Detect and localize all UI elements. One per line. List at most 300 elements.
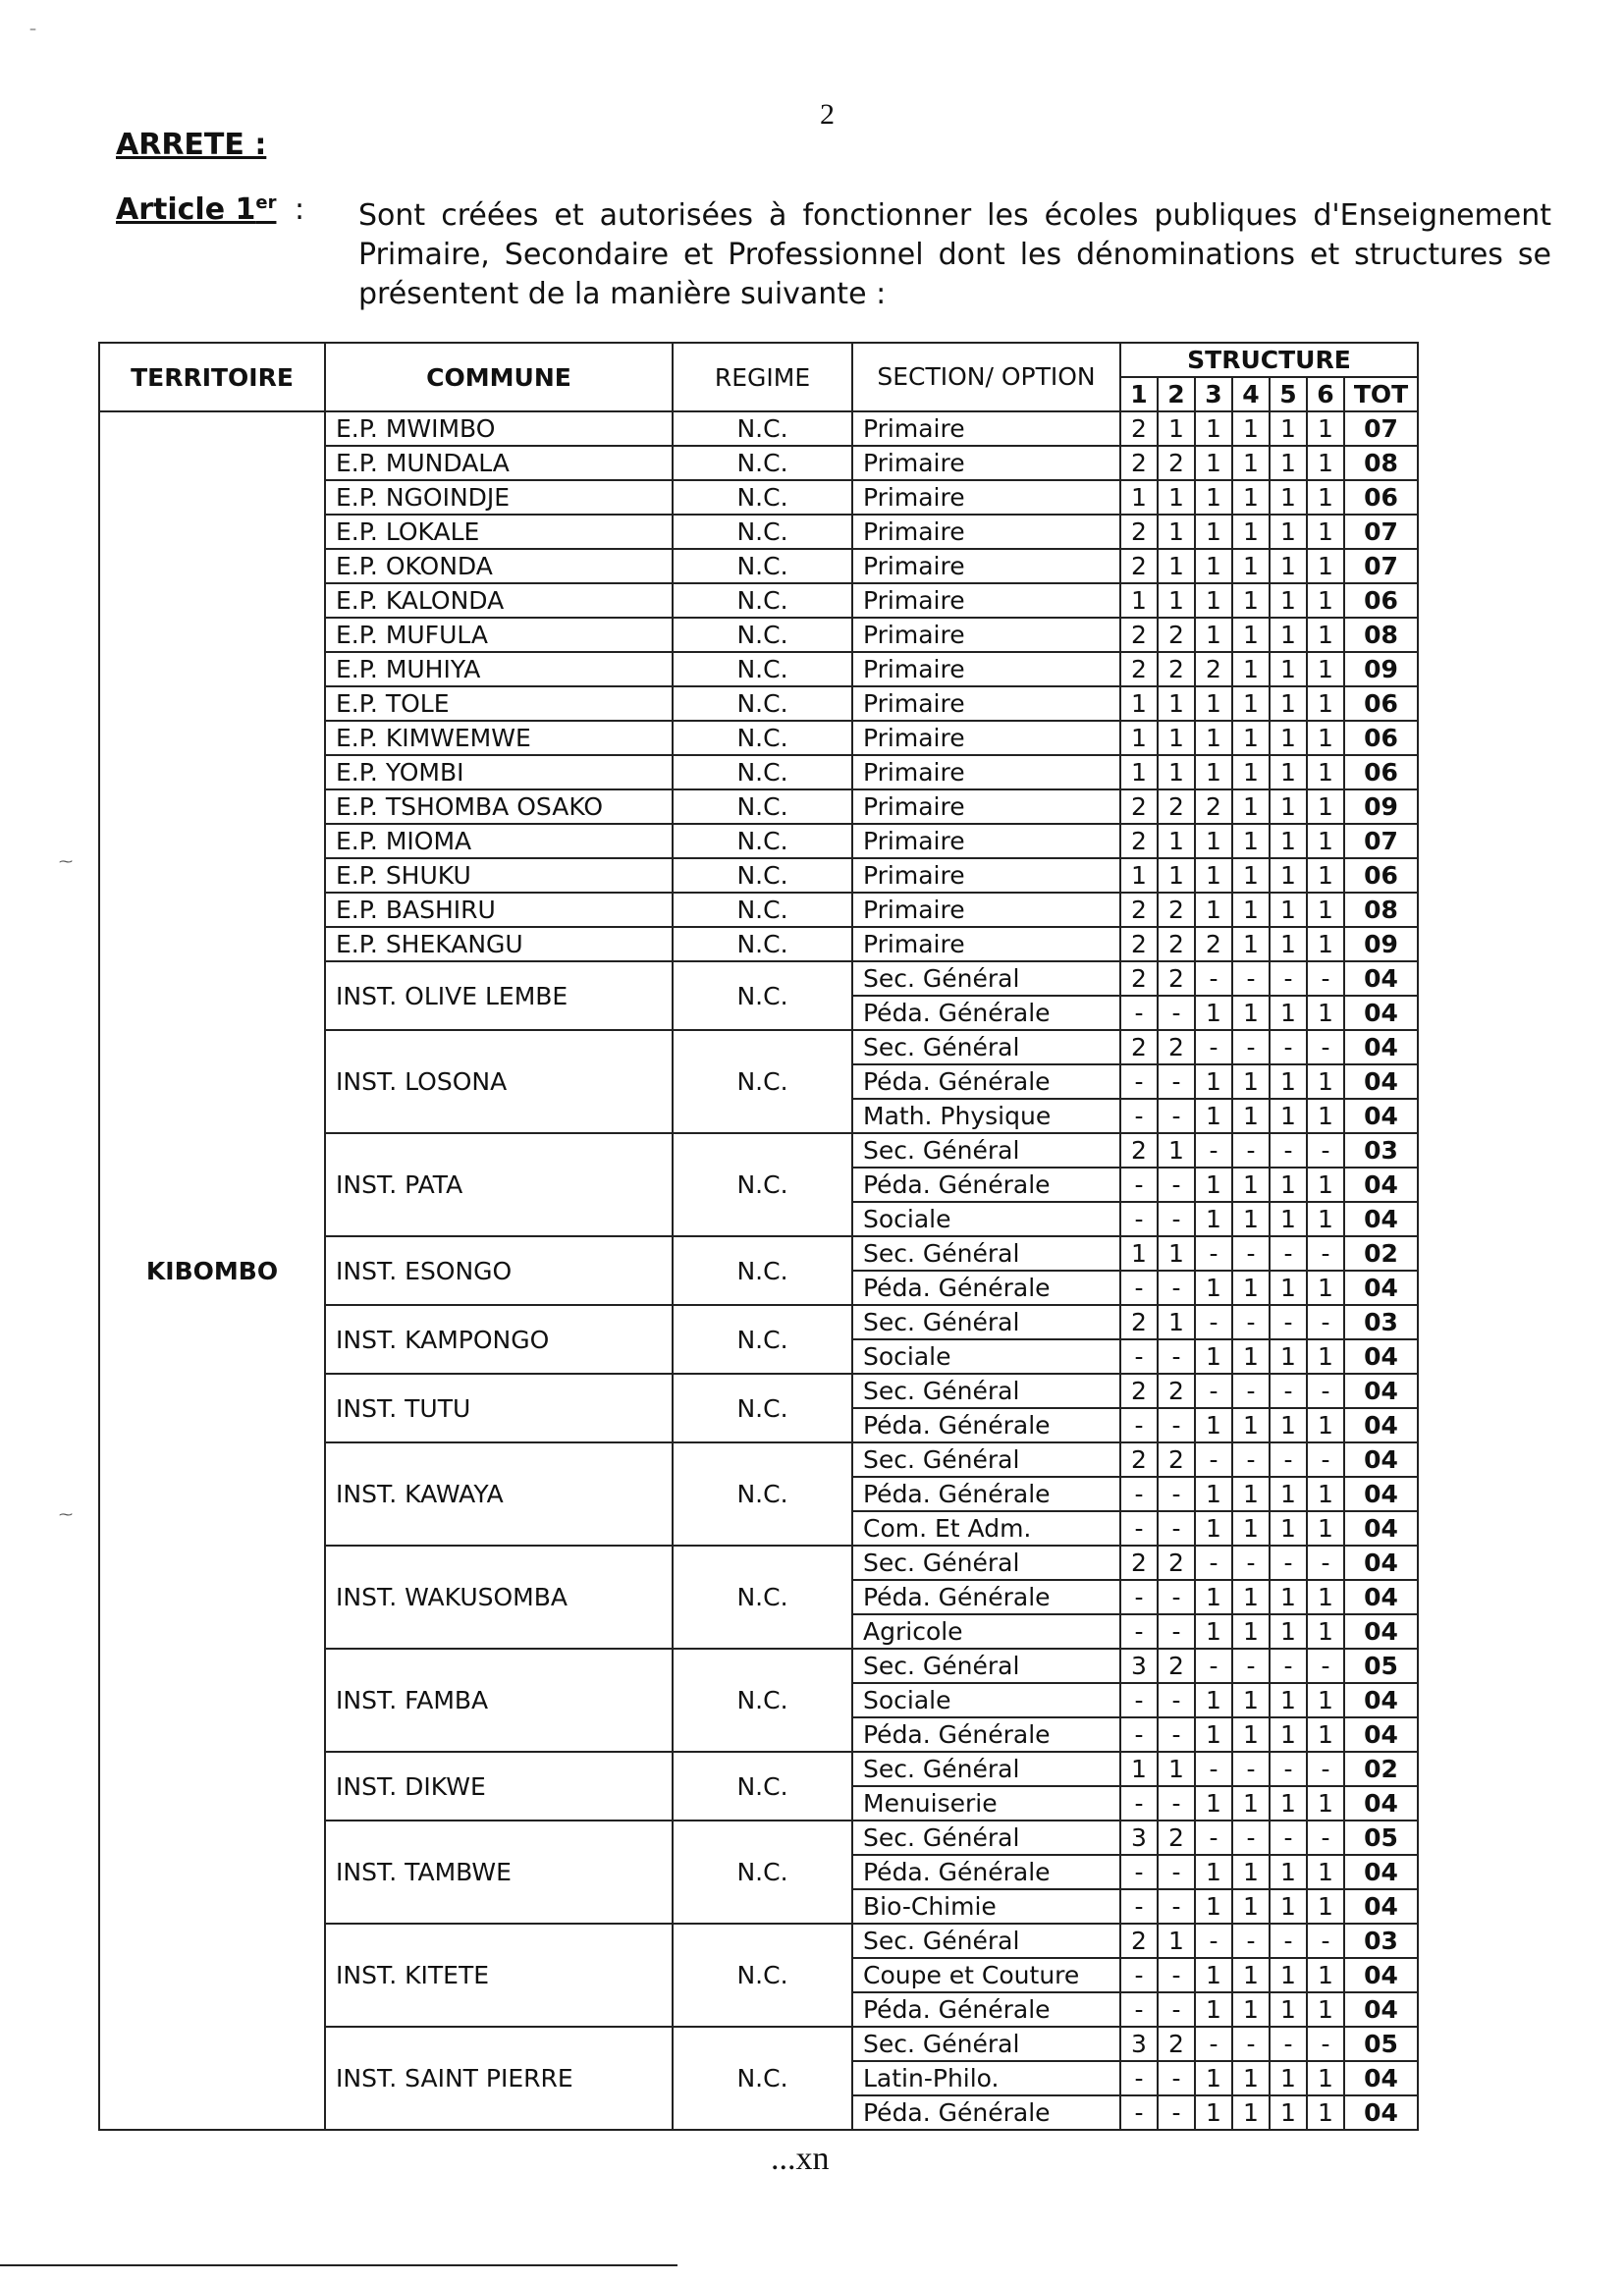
structure-value: 1: [1307, 824, 1344, 858]
header-structure-col: 2: [1158, 377, 1195, 411]
structure-total: 06: [1344, 858, 1418, 893]
structure-value: 1: [1232, 893, 1270, 927]
structure-value: 1: [1232, 652, 1270, 686]
section-option: Sociale: [852, 1339, 1120, 1374]
school-regime: N.C.: [673, 1924, 852, 2027]
school-name: E.P. MUNDALA: [325, 446, 673, 480]
structure-total: 08: [1344, 893, 1418, 927]
structure-value: 1: [1158, 1236, 1195, 1271]
structure-value: 1: [1270, 1855, 1307, 1889]
structure-value: 1: [1232, 583, 1270, 618]
school-regime: N.C.: [673, 1305, 852, 1374]
structure-value: 1: [1270, 996, 1307, 1030]
structure-value: 1: [1307, 618, 1344, 652]
section-option: Péda. Générale: [852, 1717, 1120, 1752]
structure-value: -: [1232, 1924, 1270, 1958]
structure-value: 1: [1307, 411, 1344, 446]
school-regime: N.C.: [673, 1030, 852, 1133]
structure-value: 1: [1158, 549, 1195, 583]
school-name: E.P. TOLE: [325, 686, 673, 721]
structure-value: 1: [1232, 411, 1270, 446]
structure-value: 1: [1158, 1924, 1195, 1958]
structure-value: -: [1158, 1408, 1195, 1442]
structure-value: -: [1120, 1339, 1158, 1374]
structure-value: 1: [1120, 1752, 1158, 1786]
structure-value: -: [1270, 1442, 1307, 1477]
section-option: Primaire: [852, 789, 1120, 824]
structure-value: 1: [1232, 1408, 1270, 1442]
school-name: INST. WAKUSOMBA: [325, 1546, 673, 1649]
structure-value: 1: [1195, 515, 1232, 549]
scan-artifact: ⁓: [59, 1507, 73, 1523]
structure-value: -: [1195, 1649, 1232, 1683]
structure-value: -: [1307, 961, 1344, 996]
structure-value: 1: [1270, 1408, 1307, 1442]
structure-value: -: [1158, 1614, 1195, 1649]
structure-value: -: [1307, 1030, 1344, 1064]
structure-value: 1: [1307, 858, 1344, 893]
structure-value: 2: [1158, 961, 1195, 996]
structure-value: 1: [1232, 2061, 1270, 2095]
structure-value: 1: [1232, 1580, 1270, 1614]
structure-value: -: [1120, 1786, 1158, 1821]
structure-value: 2: [1120, 1305, 1158, 1339]
section-option: Primaire: [852, 583, 1120, 618]
section-option: Péda. Générale: [852, 1064, 1120, 1099]
structure-value: 1: [1270, 1202, 1307, 1236]
header-structure-col: 6: [1307, 377, 1344, 411]
structure-value: -: [1195, 1821, 1232, 1855]
structure-value: 1: [1307, 2061, 1344, 2095]
structure-value: 1: [1195, 1271, 1232, 1305]
structure-total: 06: [1344, 755, 1418, 789]
structure-value: -: [1158, 1099, 1195, 1133]
section-option: Menuiserie: [852, 1786, 1120, 1821]
section-option: Péda. Générale: [852, 1408, 1120, 1442]
structure-total: 05: [1344, 1821, 1418, 1855]
header-structure: STRUCTURE: [1120, 343, 1418, 377]
section-option: Primaire: [852, 893, 1120, 927]
section-option: Primaire: [852, 549, 1120, 583]
structure-value: 1: [1270, 1339, 1307, 1374]
structure-value: 1: [1270, 1099, 1307, 1133]
school-regime: N.C.: [673, 1236, 852, 1305]
page-number: 2: [820, 98, 835, 131]
structure-value: -: [1232, 1133, 1270, 1168]
structure-value: -: [1270, 1374, 1307, 1408]
structure-value: 1: [1307, 893, 1344, 927]
structure-value: 1: [1195, 1992, 1232, 2027]
structure-value: 1: [1270, 583, 1307, 618]
structure-value: 1: [1307, 515, 1344, 549]
structure-value: -: [1270, 1133, 1307, 1168]
structure-value: -: [1158, 1683, 1195, 1717]
structure-value: -: [1120, 1958, 1158, 1992]
structure-total: 04: [1344, 2095, 1418, 2130]
structure-value: 1: [1158, 583, 1195, 618]
structure-value: 2: [1120, 411, 1158, 446]
structure-value: 1: [1307, 1889, 1344, 1924]
structure-value: -: [1158, 1271, 1195, 1305]
structure-value: 1: [1195, 755, 1232, 789]
structure-value: 1: [1232, 789, 1270, 824]
section-option: Péda. Générale: [852, 1580, 1120, 1614]
structure-value: -: [1270, 1752, 1307, 1786]
section-option: Primaire: [852, 480, 1120, 515]
school-name: INST. OLIVE LEMBE: [325, 961, 673, 1030]
school-regime: N.C.: [673, 721, 852, 755]
structure-value: 1: [1232, 1855, 1270, 1889]
structure-value: 1: [1120, 858, 1158, 893]
structure-value: 1: [1307, 1958, 1344, 1992]
structure-value: 1: [1195, 1717, 1232, 1752]
structure-value: 1: [1195, 1477, 1232, 1511]
header-territoire: TERRITOIRE: [99, 343, 325, 411]
section-option: Péda. Générale: [852, 1168, 1120, 1202]
structure-total: 08: [1344, 446, 1418, 480]
structure-value: -: [1232, 2027, 1270, 2061]
structure-value: 1: [1307, 1339, 1344, 1374]
header-regime: REGIME: [673, 343, 852, 411]
structure-total: 08: [1344, 618, 1418, 652]
school-regime: N.C.: [673, 1752, 852, 1821]
structure-value: -: [1232, 1546, 1270, 1580]
structure-value: 1: [1195, 858, 1232, 893]
structure-total: 04: [1344, 1030, 1418, 1064]
structure-value: 1: [1232, 1786, 1270, 1821]
structure-value: 1: [1232, 824, 1270, 858]
section-option: Sec. Général: [852, 961, 1120, 996]
structure-value: 1: [1270, 1271, 1307, 1305]
structure-value: -: [1270, 1236, 1307, 1271]
section-option: Péda. Générale: [852, 1992, 1120, 2027]
structure-value: -: [1195, 961, 1232, 996]
structure-value: -: [1195, 1133, 1232, 1168]
structure-value: 1: [1120, 686, 1158, 721]
school-regime: N.C.: [673, 549, 852, 583]
section-option: Primaire: [852, 618, 1120, 652]
structure-value: 1: [1270, 858, 1307, 893]
structure-value: -: [1120, 1168, 1158, 1202]
section-option: Péda. Générale: [852, 996, 1120, 1030]
structure-value: 2: [1158, 1546, 1195, 1580]
structure-total: 04: [1344, 1271, 1418, 1305]
structure-value: 1: [1270, 1477, 1307, 1511]
structure-value: -: [1195, 1924, 1232, 1958]
structure-value: 2: [1158, 927, 1195, 961]
structure-value: -: [1158, 996, 1195, 1030]
structure-value: -: [1232, 1030, 1270, 1064]
structure-value: 1: [1270, 411, 1307, 446]
structure-value: -: [1232, 1442, 1270, 1477]
section-option: Sec. Général: [852, 1752, 1120, 1786]
structure-value: -: [1270, 2027, 1307, 2061]
school-name: E.P. LOKALE: [325, 515, 673, 549]
section-option: Péda. Générale: [852, 2095, 1120, 2130]
structure-total: 02: [1344, 1236, 1418, 1271]
section-option: Primaire: [852, 515, 1120, 549]
structure-value: -: [1120, 1099, 1158, 1133]
structure-value: -: [1158, 1992, 1195, 2027]
structure-value: -: [1120, 996, 1158, 1030]
structure-total: 03: [1344, 1133, 1418, 1168]
structure-value: 3: [1120, 1821, 1158, 1855]
structure-value: -: [1120, 1408, 1158, 1442]
structure-value: -: [1120, 1064, 1158, 1099]
structure-value: -: [1270, 1546, 1307, 1580]
school-name: INST. LOSONA: [325, 1030, 673, 1133]
structure-total: 04: [1344, 996, 1418, 1030]
structure-value: 1: [1120, 583, 1158, 618]
structure-value: 1: [1195, 1408, 1232, 1442]
structure-value: 1: [1270, 515, 1307, 549]
structure-value: 1: [1307, 1477, 1344, 1511]
structure-value: 1: [1307, 1202, 1344, 1236]
structure-value: 1: [1158, 858, 1195, 893]
school-name: INST. ESONGO: [325, 1236, 673, 1305]
structure-total: 04: [1344, 961, 1418, 996]
school-regime: N.C.: [673, 652, 852, 686]
section-option: Math. Physique: [852, 1099, 1120, 1133]
structure-value: 1: [1232, 1511, 1270, 1546]
structure-value: 1: [1158, 1133, 1195, 1168]
section-option: Primaire: [852, 755, 1120, 789]
structure-value: -: [1158, 1168, 1195, 1202]
structure-value: 1: [1195, 1202, 1232, 1236]
scan-artifact: –: [29, 22, 36, 37]
school-name: INST. KAWAYA: [325, 1442, 673, 1546]
structure-value: 1: [1307, 789, 1344, 824]
school-regime: N.C.: [673, 480, 852, 515]
structure-value: 1: [1195, 686, 1232, 721]
section-option: Sociale: [852, 1683, 1120, 1717]
structure-value: 2: [1120, 1030, 1158, 1064]
structure-value: 1: [1195, 1168, 1232, 1202]
structure-value: -: [1120, 1855, 1158, 1889]
structure-value: 1: [1195, 1855, 1232, 1889]
school-regime: N.C.: [673, 789, 852, 824]
structure-value: 1: [1195, 1958, 1232, 1992]
structure-total: 03: [1344, 1305, 1418, 1339]
structure-value: -: [1158, 1202, 1195, 1236]
structure-value: 1: [1270, 1992, 1307, 2027]
structure-value: -: [1270, 1030, 1307, 1064]
structure-value: 1: [1232, 1477, 1270, 1511]
structure-value: 1: [1232, 1717, 1270, 1752]
structure-value: 1: [1232, 996, 1270, 1030]
school-regime: N.C.: [673, 411, 852, 446]
section-option: Sec. Général: [852, 1374, 1120, 1408]
article-colon: :: [295, 192, 305, 227]
structure-total: 04: [1344, 2061, 1418, 2095]
structure-total: 04: [1344, 1992, 1418, 2027]
structure-value: -: [1270, 1649, 1307, 1683]
structure-value: 1: [1232, 480, 1270, 515]
school-regime: N.C.: [673, 1546, 852, 1649]
structure-value: -: [1120, 2095, 1158, 2130]
structure-value: 2: [1158, 618, 1195, 652]
structure-value: -: [1195, 1030, 1232, 1064]
structure-value: -: [1158, 1889, 1195, 1924]
structure-value: -: [1307, 1442, 1344, 1477]
footer-rule: [0, 2264, 677, 2266]
section-option: Sec. Général: [852, 1546, 1120, 1580]
structure-value: 1: [1195, 2095, 1232, 2130]
structure-value: -: [1232, 1305, 1270, 1339]
structure-value: -: [1120, 2061, 1158, 2095]
structure-value: 1: [1232, 1683, 1270, 1717]
structure-value: -: [1120, 1614, 1158, 1649]
school-regime: N.C.: [673, 927, 852, 961]
structure-total: 04: [1344, 1477, 1418, 1511]
structure-value: -: [1120, 1683, 1158, 1717]
structure-value: 1: [1232, 1202, 1270, 1236]
structure-total: 04: [1344, 1717, 1418, 1752]
structure-value: 1: [1158, 1752, 1195, 1786]
school-regime: N.C.: [673, 824, 852, 858]
section-option: Péda. Générale: [852, 1477, 1120, 1511]
structure-value: 1: [1195, 583, 1232, 618]
structure-value: -: [1158, 2095, 1195, 2130]
structure-value: 3: [1120, 1649, 1158, 1683]
structure-value: -: [1158, 1717, 1195, 1752]
structure-value: 1: [1195, 2061, 1232, 2095]
header-commune: COMMUNE: [325, 343, 673, 411]
structure-value: -: [1307, 1821, 1344, 1855]
structure-value: 1: [1232, 2095, 1270, 2130]
structure-value: 1: [1270, 721, 1307, 755]
schools-table: [98, 342, 1419, 2131]
structure-value: 1: [1307, 549, 1344, 583]
structure-value: 1: [1307, 1099, 1344, 1133]
section-option: Sec. Général: [852, 1924, 1120, 1958]
section-option: Primaire: [852, 824, 1120, 858]
structure-value: 1: [1307, 755, 1344, 789]
structure-value: 2: [1120, 961, 1158, 996]
structure-value: -: [1232, 1649, 1270, 1683]
article-text: Sont créées et autorisées à fonctionner les écoles publiques d'Enseignement Primaire, Secondaire et Professionnel dont les dénominations et structures se présentent de la manière suivante :: [358, 198, 1551, 311]
structure-value: -: [1120, 1511, 1158, 1546]
structure-value: -: [1195, 1442, 1232, 1477]
structure-value: 1: [1270, 755, 1307, 789]
territoire-cell: KIBOMBO: [99, 411, 325, 2130]
structure-value: 1: [1120, 1236, 1158, 1271]
structure-value: 1: [1195, 893, 1232, 927]
structure-value: 1: [1270, 1511, 1307, 1546]
structure-value: 1: [1307, 1786, 1344, 1821]
school-name: INST. TUTU: [325, 1374, 673, 1442]
structure-value: 1: [1270, 1064, 1307, 1099]
structure-value: 1: [1307, 1717, 1344, 1752]
structure-value: -: [1158, 1511, 1195, 1546]
structure-value: -: [1307, 1236, 1344, 1271]
section-option: Sec. Général: [852, 1305, 1120, 1339]
structure-value: 1: [1158, 721, 1195, 755]
structure-value: 2: [1120, 515, 1158, 549]
structure-value: -: [1120, 1717, 1158, 1752]
section-option: Primaire: [852, 721, 1120, 755]
structure-total: 06: [1344, 721, 1418, 755]
structure-value: 1: [1158, 1305, 1195, 1339]
structure-total: 04: [1344, 1614, 1418, 1649]
structure-value: 1: [1307, 1614, 1344, 1649]
structure-value: 2: [1195, 789, 1232, 824]
school-name: E.P. TSHOMBA OSAKO: [325, 789, 673, 824]
structure-value: -: [1232, 1821, 1270, 1855]
structure-value: 1: [1195, 411, 1232, 446]
school-name: E.P. MUFULA: [325, 618, 673, 652]
header-structure-col: TOT: [1344, 377, 1418, 411]
section-option: Sec. Général: [852, 1442, 1120, 1477]
structure-value: 1: [1307, 1064, 1344, 1099]
structure-total: 04: [1344, 1202, 1418, 1236]
section-option: Coupe et Couture: [852, 1958, 1120, 1992]
section-option: Primaire: [852, 652, 1120, 686]
structure-value: -: [1270, 1821, 1307, 1855]
structure-value: -: [1195, 1752, 1232, 1786]
structure-value: 1: [1307, 996, 1344, 1030]
structure-value: -: [1158, 1786, 1195, 1821]
footer-signature-mark: ...xn: [771, 2141, 830, 2177]
structure-value: -: [1307, 1649, 1344, 1683]
structure-value: -: [1307, 1305, 1344, 1339]
structure-value: -: [1158, 2061, 1195, 2095]
structure-total: 06: [1344, 480, 1418, 515]
school-name: INST. KITETE: [325, 1924, 673, 2027]
section-option: Primaire: [852, 446, 1120, 480]
structure-value: 1: [1270, 446, 1307, 480]
structure-value: 1: [1270, 480, 1307, 515]
structure-value: 1: [1270, 1614, 1307, 1649]
structure-value: -: [1158, 1339, 1195, 1374]
section-option: Primaire: [852, 686, 1120, 721]
school-regime: N.C.: [673, 1649, 852, 1752]
structure-total: 07: [1344, 515, 1418, 549]
school-regime: N.C.: [673, 961, 852, 1030]
structure-value: -: [1195, 2027, 1232, 2061]
structure-value: 1: [1195, 446, 1232, 480]
structure-total: 06: [1344, 686, 1418, 721]
structure-value: 1: [1307, 1992, 1344, 2027]
structure-total: 04: [1344, 1408, 1418, 1442]
structure-value: 1: [1270, 1580, 1307, 1614]
section-option: Sec. Général: [852, 2027, 1120, 2061]
structure-value: -: [1270, 1924, 1307, 1958]
section-option: Agricole: [852, 1614, 1120, 1649]
structure-value: 1: [1270, 652, 1307, 686]
header-structure-col: 4: [1232, 377, 1270, 411]
structure-total: 04: [1344, 1855, 1418, 1889]
section-option: Primaire: [852, 858, 1120, 893]
structure-total: 06: [1344, 583, 1418, 618]
school-regime: N.C.: [673, 583, 852, 618]
structure-value: -: [1120, 1271, 1158, 1305]
structure-value: 1: [1270, 893, 1307, 927]
school-regime: N.C.: [673, 1442, 852, 1546]
structure-value: -: [1195, 1374, 1232, 1408]
scan-artifact: ⁓: [59, 854, 73, 870]
structure-total: 02: [1344, 1752, 1418, 1786]
article-label-sup: er: [255, 192, 277, 213]
structure-value: 1: [1307, 583, 1344, 618]
section-option: Latin-Philo.: [852, 2061, 1120, 2095]
section-option: Primaire: [852, 927, 1120, 961]
school-name: INST. SAINT PIERRE: [325, 2027, 673, 2130]
structure-value: 2: [1120, 927, 1158, 961]
structure-value: 1: [1195, 996, 1232, 1030]
school-name: INST. TAMBWE: [325, 1821, 673, 1924]
structure-value: 1: [1195, 1786, 1232, 1821]
